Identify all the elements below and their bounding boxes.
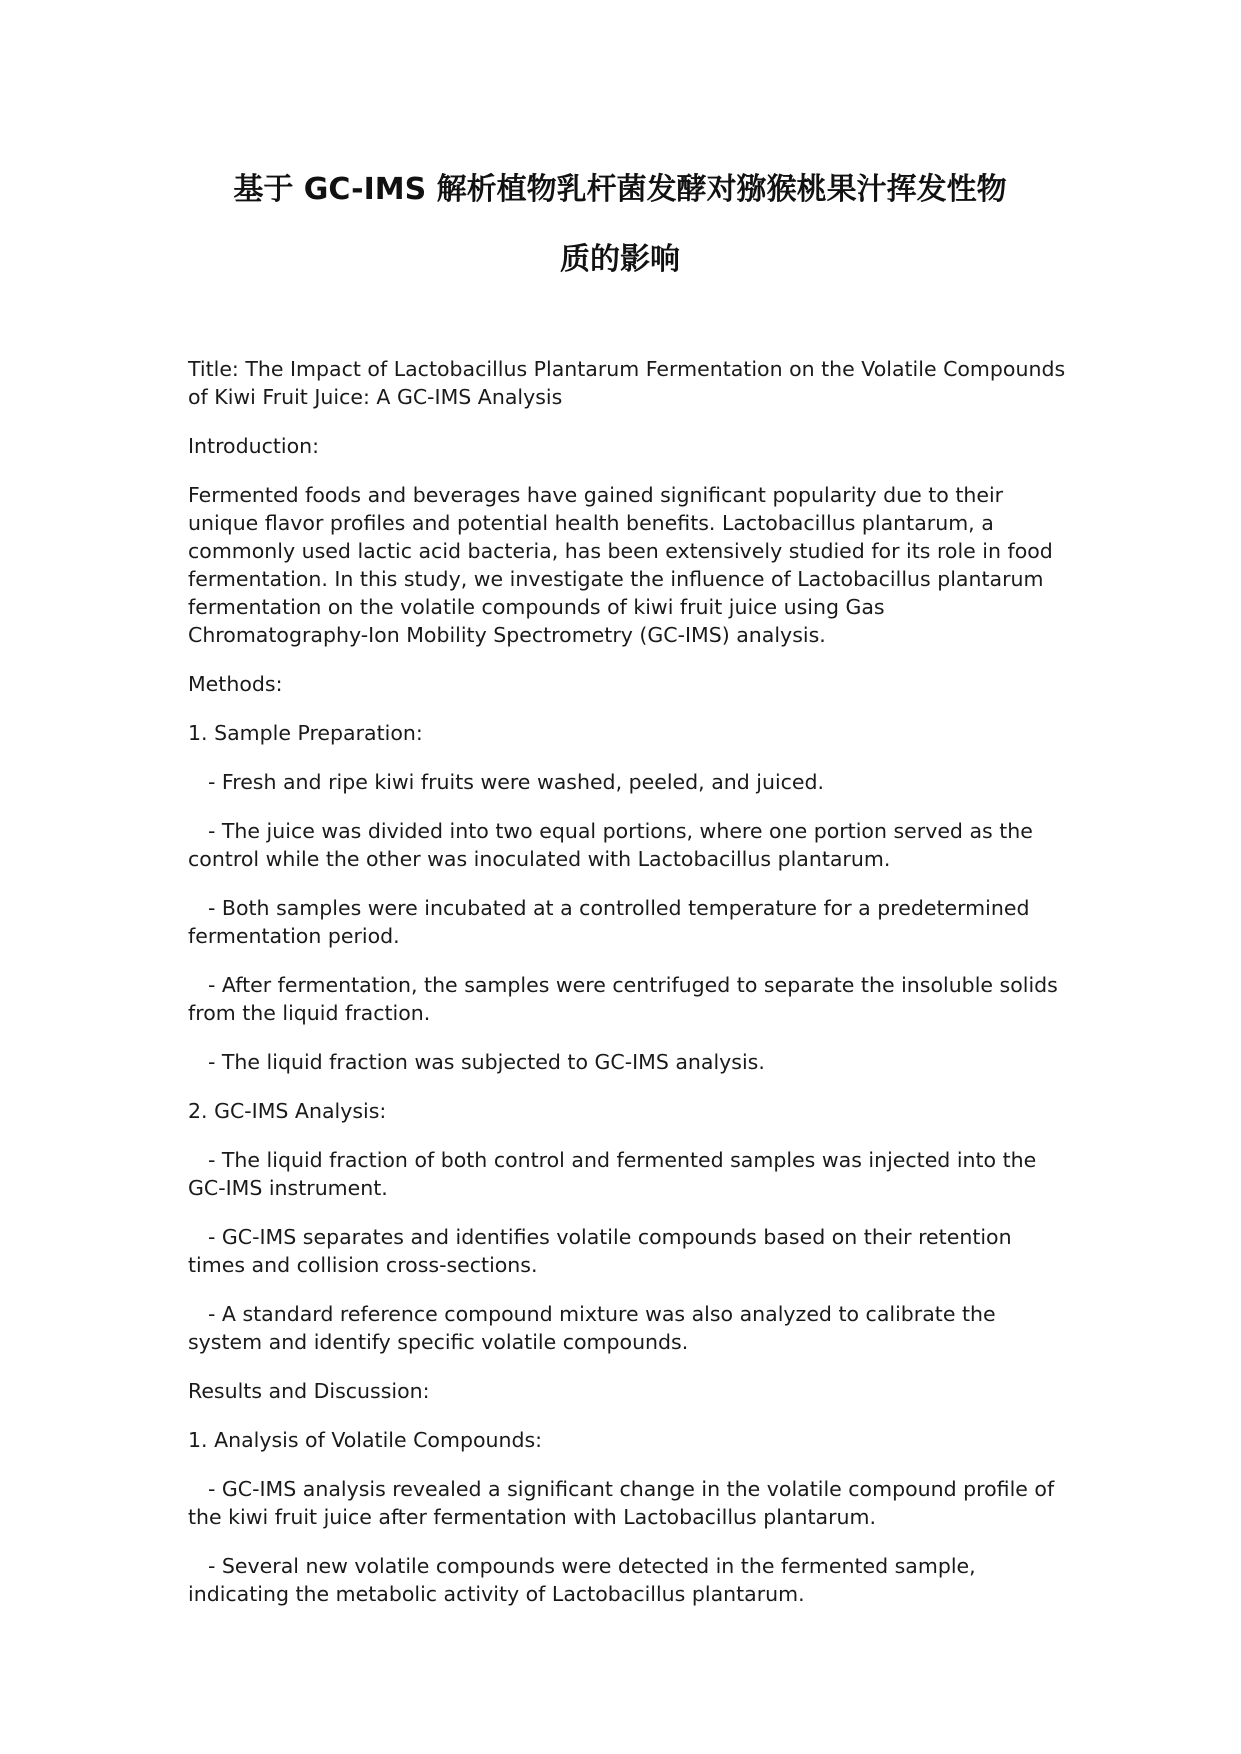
section-heading-introduction: Introduction:	[188, 434, 320, 458]
document-heading	[190, 172, 1050, 278]
paragraph-title: Title: The Impact of Lactobacillus Plantarum Fermentation on the Volatile Compounds of Kiwi Fruit Juice: A GC-IMS Analysis	[188, 357, 1066, 409]
heading-line-2: 质的影响	[560, 242, 680, 277]
bullet-item: - Both samples were incubated at a controlled temperature for a predetermined fermentation period.	[188, 896, 1030, 948]
subsection-heading-gc-ims-analysis: 2. GC-IMS Analysis:	[188, 1099, 387, 1123]
bullet-item: - The liquid fraction was subjected to GC-IMS analysis.	[208, 1050, 765, 1074]
subsection-heading-sample-preparation: 1. Sample Preparation:	[188, 721, 423, 745]
bullet-item: - The juice was divided into two equal portions, where one portion served as the control while the other was inoculated with Lactobacillus plantarum.	[188, 819, 1033, 871]
heading-line-1: 基于 GC-IMS 解析植物乳杆菌发酵对猕猴桃果汁挥发性物	[233, 172, 1007, 207]
document-body	[188, 355, 1068, 1629]
bullet-item: - GC-IMS separates and identifies volatile compounds based on their retention times and collision cross-sections.	[188, 1225, 1012, 1277]
bullet-item: - GC-IMS analysis revealed a significant change in the volatile compound profile of the kiwi fruit juice after fermentation with Lactobacillus plantarum.	[188, 1477, 1055, 1529]
bullet-item: - After fermentation, the samples were centrifuged to separate the insoluble solids from the liquid fraction.	[188, 973, 1058, 1025]
bullet-item: - Several new volatile compounds were detected in the fermented sample, indicating the metabolic activity of Lactobacillus plantarum.	[188, 1554, 976, 1606]
subsection-heading-volatile-compounds: 1. Analysis of Volatile Compounds:	[188, 1428, 543, 1452]
paragraph-introduction: Fermented foods and beverages have gained significant popularity due to their unique flavor profiles and potential health benefits. Lactobacillus plantarum, a commonly used lactic acid bacteria, has been extensively studied for its role in food fermentation. In this study, we investigate the influence of Lactobacillus plantarum fermentation on the volatile compounds of kiwi fruit juice using Gas Chromatography-Ion Mobility Spectrometry (GC-IMS) analysis.	[188, 483, 1053, 647]
bullet-item: - The liquid fraction of both control and fermented samples was injected into the GC-IMS instrument.	[188, 1148, 1037, 1200]
section-heading-results: Results and Discussion:	[188, 1379, 430, 1403]
bullet-item: - Fresh and ripe kiwi fruits were washed, peeled, and juiced.	[208, 770, 825, 794]
bullet-item: - A standard reference compound mixture was also analyzed to calibrate the system and identify specific volatile compounds.	[188, 1302, 996, 1354]
section-heading-methods: Methods:	[188, 672, 283, 696]
